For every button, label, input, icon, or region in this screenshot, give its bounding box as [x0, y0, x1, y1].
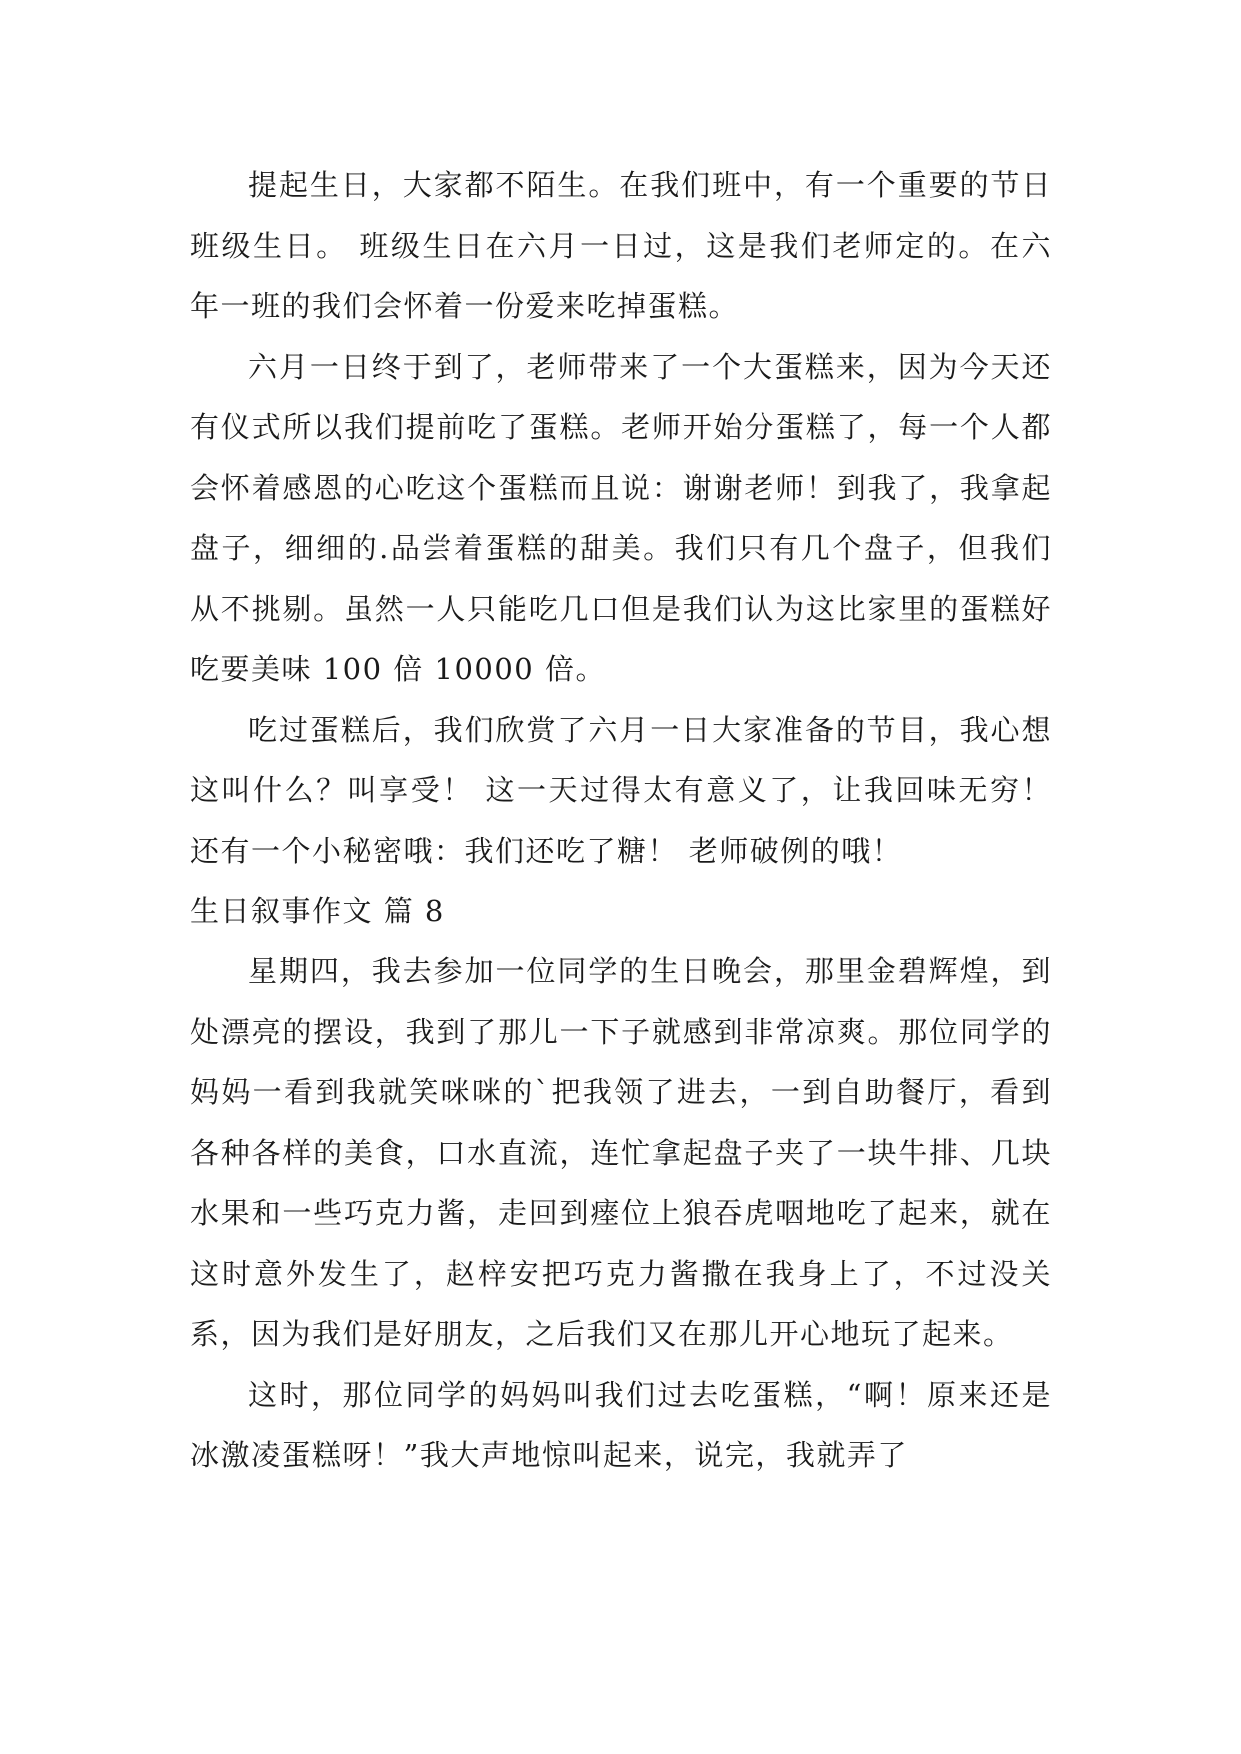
paragraph-performance: 吃过蛋糕后，我们欣赏了六月一日大家准备的节目，我心想这叫什么？叫享受！ 这一天过得太有意义了，让我回味无穷！ 还有一个小秘密哦：我们还吃了糖！ 老师破例的哦！	[190, 712, 1052, 868]
section-heading: 生日叙事作文 篇 8	[190, 894, 445, 928]
paragraph-party: 星期四，我去参加一位同学的生日晚会，那里金碧辉煌，到处漂亮的摆设，我到了那儿一下子就感到非常凉爽。那位同学的妈妈一看到我就笑咪咪的`把我领了进去，一到自助餐厅，看到各种各样的美食，口水直流，连忙拿起盘子夹了一块牛排、几块水果和一些巧克力酱，走回到瘗位上狼吞虎咽地吃了起来，就在这时意外发生了，赵梓安把巧克力酱撒在我身上了，不过没关系，因为我们是好朋友，之后我们又在那儿开心地玩了起来。	[190, 954, 1052, 1351]
paragraph-ice-cream-cake: 这时，那位同学的妈妈叫我们过去吃蛋糕，“啊！原来还是冰激凌蛋糕呀！”我大声地惊叫起来，说完，我就弄了	[190, 1377, 1052, 1472]
paragraph-birthday-intro: 提起生日，大家都不陌生。在我们班中，有一个重要的节日班级生日。 班级生日在六月一日过，这是我们老师定的。在六年一班的我们会怀着一份爱来吃掉蛋糕。	[190, 168, 1052, 323]
paragraph-cake-sharing: 六月一日终于到了，老师带来了一个大蛋糕来，因为今天还有仪式所以我们提前吃了蛋糕。老师开始分蛋糕了，每一个人都会怀着感恩的心吃这个蛋糕而且说：谢谢老师！到我了，我拿起盘子，细细的.品尝着蛋糕的甜美。我们只有几个盘子，但我们从不挑剔。虽然一人只能吃几口但是我们认为这比家里的蛋糕好吃要美味 100 倍 10000 倍。	[190, 349, 1052, 686]
document-body	[190, 155, 1052, 1486]
